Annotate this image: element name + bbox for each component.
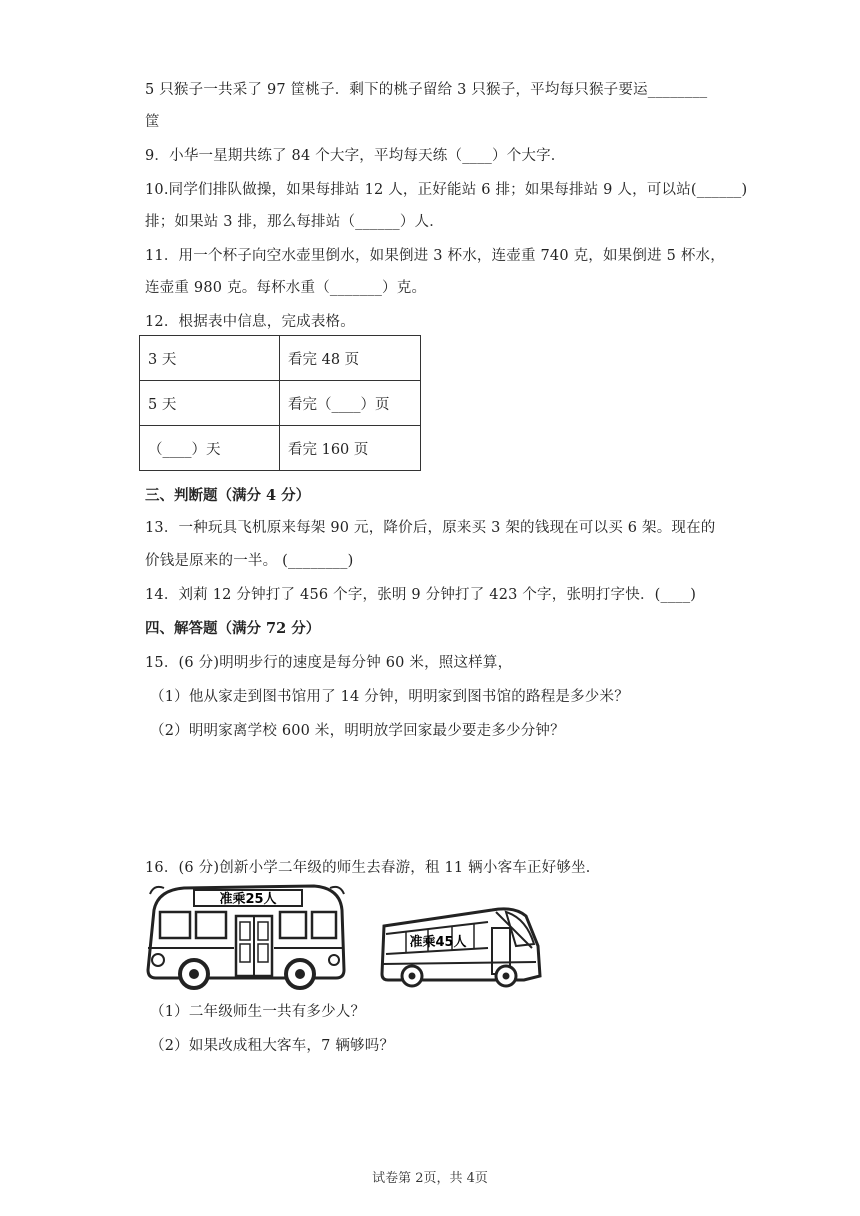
q13-text-line1: 13．一种玩具飞机原来每架 90 元，降价后，原来买 3 架的钱现在可以买 6 架。现在的 [145,520,716,536]
table-cell: 5 天 [140,381,280,426]
q11-text-line1: 11．用一个杯子向空水壶里倒水，如果倒进 3 杯水，连壶重 740 克，如果倒进 5 杯水， [145,248,725,264]
q10-text-line2: 排；如果站 3 排，那么每排站（______）人． [145,214,444,230]
q10-text-line1: 10.同学们排队做操，如果每排站 12 人，正好能站 6 排；如果每排站 9 人，可以站(______) [145,182,748,198]
table-cell: （____）天 [140,426,280,471]
small-bus-label: 准乘25人 [219,892,277,907]
table-cell: 看完 160 页 [280,426,421,471]
q16-text: 16．(6 分)创新小学二年级的师生去春游，租 11 辆小客车正好够坐． [145,860,601,876]
table-cell: 3 天 [140,336,280,381]
section-heading-answers: 四、解答题（满分 72 分） [145,620,321,637]
q15-text: 15．(6 分)明明步行的速度是每分钟 60 米，照这样算， [145,655,513,671]
q15-part1: （1）他从家走到图书馆用了 14 分钟，明明家到图书馆的路程是多少米？ [150,689,629,705]
q8-text-line1: 5 只猴子一共采了 97 筐桃子．剩下的桃子留给 3 只猴子，平均每只猴子要运________ [145,82,708,98]
large-bus-label: 准乘45人 [409,935,467,950]
q14-text: 14．刘莉 12 分钟打了 456 个字，张明 9 分钟打了 423 个字，张明打字快．(____) [145,587,697,603]
table-row [140,426,421,471]
q16-part1: （1）二年级师生一共有多少人？ [150,1004,366,1020]
table-cell: 看完（____）页 [280,381,421,426]
q12-text: 12．根据表中信息，完成表格。 [145,314,355,330]
table-cell: 看完 48 页 [280,336,421,381]
q8-text-line2: 筐 [145,114,160,130]
q9-text: 9．小华一星期共练了 84 个大字，平均每天练（____）个大字． [145,148,566,164]
page-footer: 试卷第 2页，共 4页 [372,1171,488,1186]
table-row [140,381,421,426]
large-bus-illustration [376,898,546,990]
q16-part2: （2）如果改成租大客车，7 辆够吗？ [150,1038,395,1054]
section-heading-judgement: 三、判断题（满分 4 分） [145,487,311,504]
q11-text-line2: 连壶重 980 克。每杯水重（_______）克。 [145,280,427,296]
q13-text-line2: 价钱是原来的一半。 (________) [145,553,354,569]
small-bus-illustration [144,880,350,990]
q15-part2: （2）明明家离学校 600 米，明明放学回家最少要走多少分钟？ [150,723,565,739]
q12-table [139,335,421,471]
table-row [140,336,421,381]
